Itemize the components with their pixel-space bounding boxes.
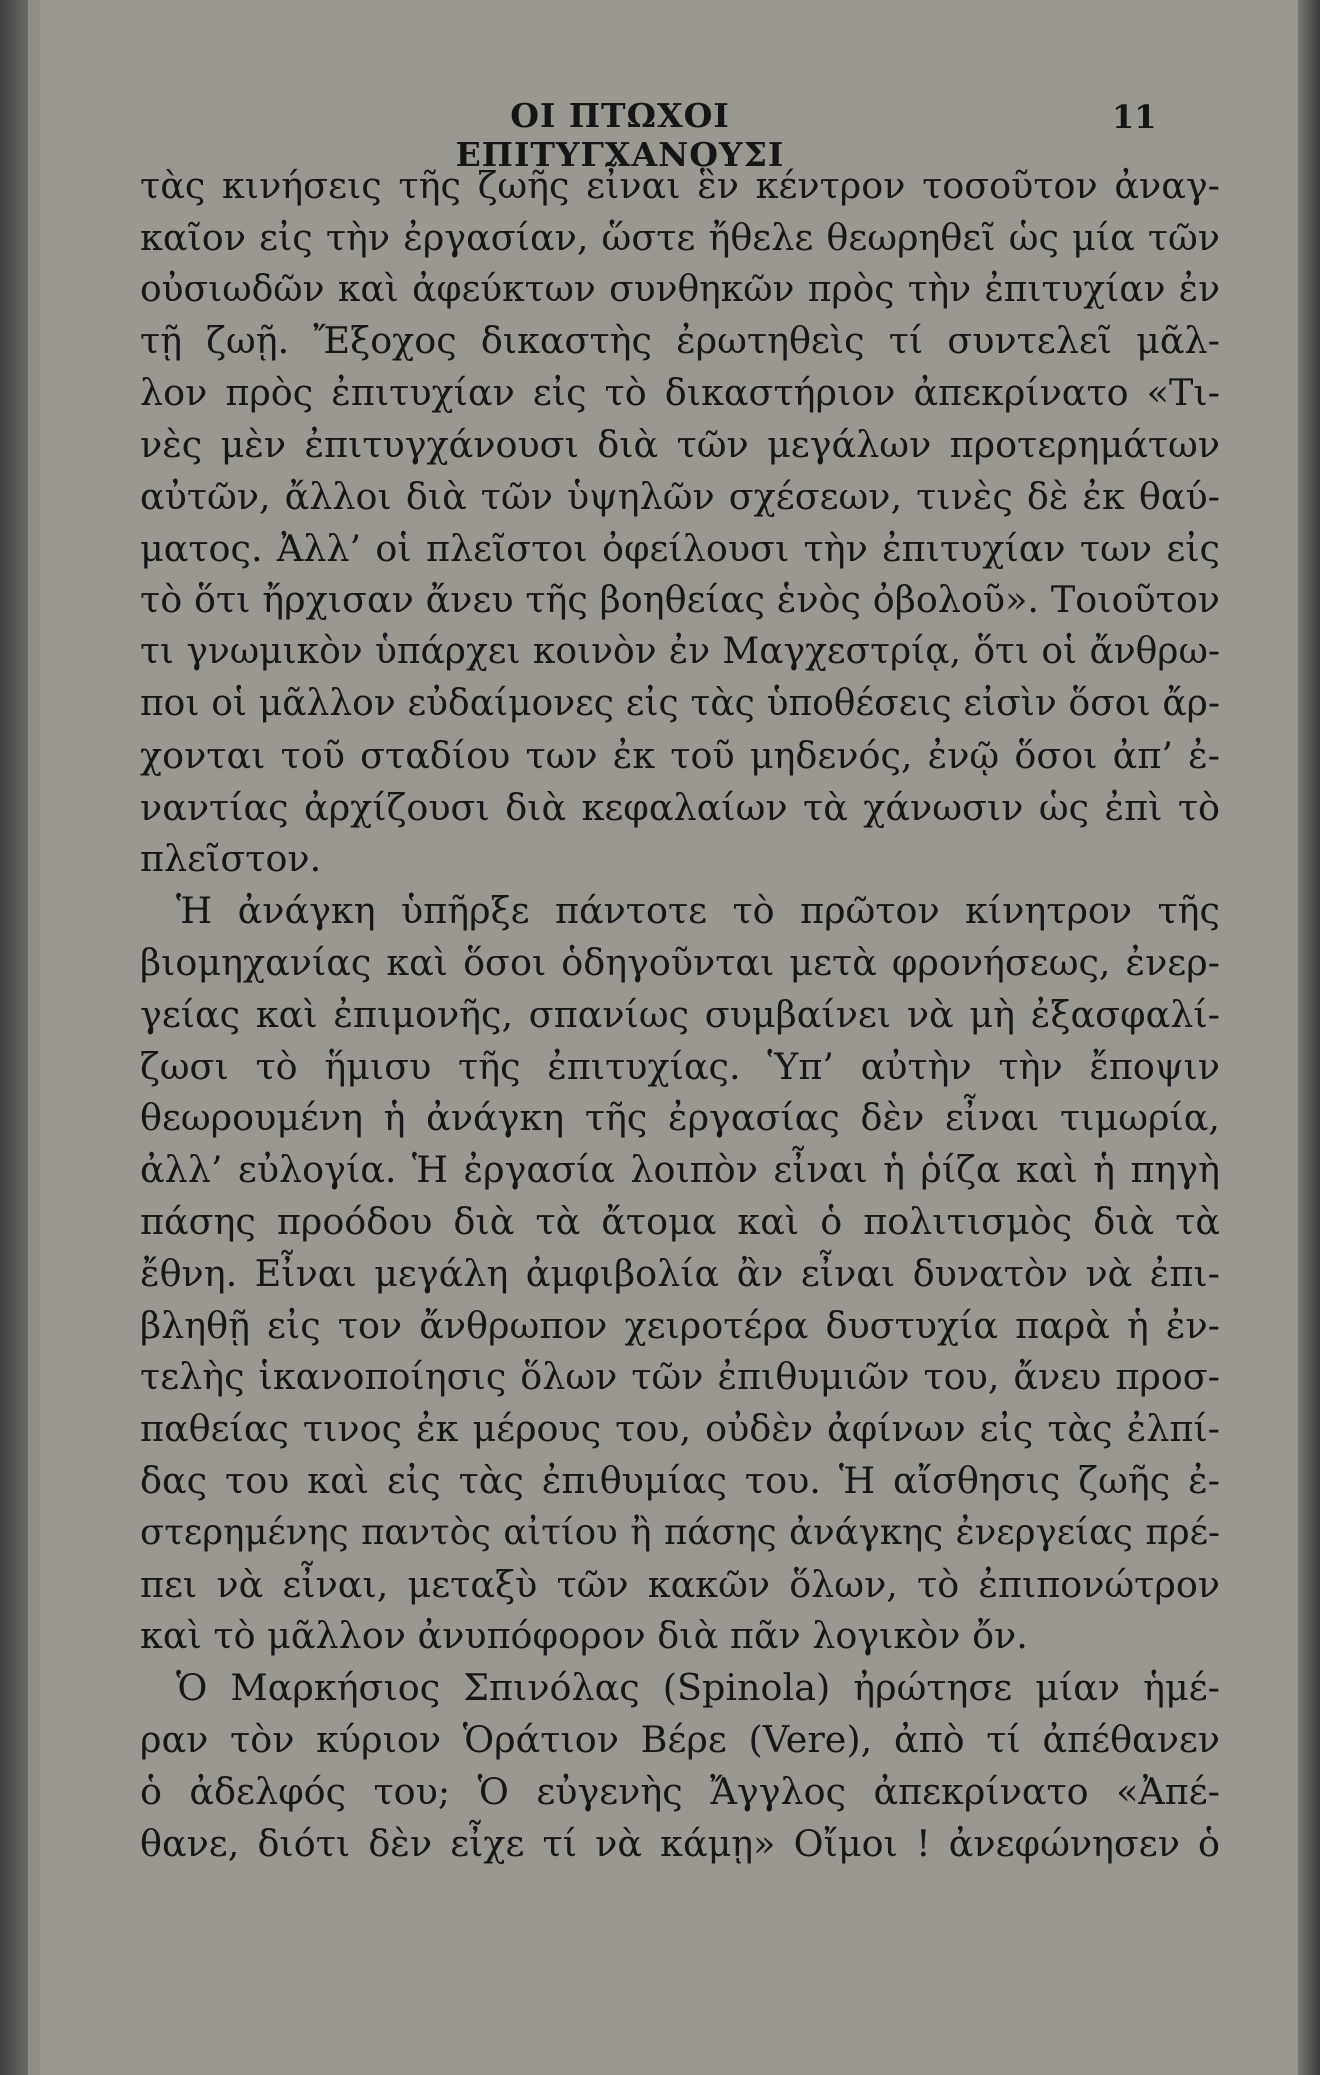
text-line: βληθῇ εἰς τον ἄνθρωπον χειροτέρα δυστυχία παρὰ ἡ ἐν- (140, 1303, 1220, 1347)
text-line: θεωρουμένη ἡ ἀνάγκη τῆς ἐργασίας δὲν εἶναι τιμωρία, (140, 1096, 1220, 1140)
text-line: χονται τοῦ σταδίου των ἐκ τοῦ μηδενός, ἐνῷ ὅσοι ἀπ’ ἐ- (140, 733, 1220, 777)
text-line: ἀλλ’ εὐλογία. Ἡ ἐργασία λοιπὸν εἶναι ἡ ῥίζα καὶ ἡ πηγὴ (140, 1148, 1220, 1192)
page-number: 11 (1112, 98, 1157, 136)
text-line: λον πρὸς ἐπιτυχίαν εἰς τὸ δικαστήριον ἀπεκρίνατο «Τι- (140, 371, 1220, 415)
text-line: ἔθνη. Εἶναι μεγάλη ἀμφιβολία ἂν εἶναι δυνατὸν νὰ ἐπι- (140, 1251, 1220, 1295)
text-line: ποι οἱ μᾶλλον εὐδαίμονες εἰς τὰς ὑποθέσεις εἰσὶν ὅσοι ἄρ- (140, 682, 1220, 724)
text-line: στερημένης παντὸς αἰτίου ἢ πάσης ἀνάγκης ἐνεργείας πρέ- (140, 1511, 1220, 1553)
running-head: ΟΙ ΠΤΩΧΟΙ ΕΠΙΤΥΓΧΑΝΟΥΣΙ (455, 96, 785, 174)
text-line: θανε, διότι δὲν εἶχε τί νὰ κάμῃ» Οἴμοι ! ἀνεφώνησεν ὁ (140, 1821, 1220, 1865)
left-page-edge (0, 0, 28, 2075)
text-line: ὁ ἀδελφός του; Ὁ εὐγενὴς Ἄγγλος ἀπεκρίνατο «Ἀπέ- (140, 1769, 1220, 1813)
paragraph-end-line: καὶ τὸ μᾶλλον ἀνυπόφορον διὰ πᾶν λογικὸν ὄν. (140, 1614, 1028, 1658)
text-line: ζωσι τὸ ἥμισυ τῆς ἐπιτυχίας. Ὑπ’ αὐτὴν τὴν ἔποψιν (140, 1044, 1220, 1088)
text-line: οὐσιωδῶν καὶ ἀφεύκτων συνθηκῶν πρὸς τὴν ἐπιτυχίαν ἐν (140, 268, 1220, 310)
text-line: τι γνωμικὸν ὑπάρχει κοινὸν ἐν Μαγχεστρίᾳ, ὅτι οἱ ἄνθρω- (140, 631, 1220, 673)
text-line: αὐτῶν, ἄλλοι διὰ τῶν ὑψηλῶν σχέσεων, τινὲς δὲ ἐκ θαύ- (140, 474, 1220, 518)
text-line: ραν τὸν κύριον Ὁράτιον Βέρε (Vere), ἀπὸ τί ἀπέθανεν (140, 1717, 1220, 1761)
text-line: καῖον εἰς τὴν ἐργασίαν, ὥστε ἤθελε θεωρηθεῖ ὡς μία τῶν (140, 215, 1220, 259)
text-line: δας του καὶ εἰς τὰς ἐπιθυμίας του. Ἡ αἴσθησις ζωῆς ἐ- (140, 1458, 1220, 1502)
text-line: ματος. Ἀλλ’ οἱ πλεῖστοι ὀφείλουσι τὴν ἐπιτυχίαν των εἰς (140, 526, 1220, 570)
paragraph-start-line: Ὁ Μαρκήσιος Σπινόλας (Spinola) ἠρώτησε μίαν ἡμέ- (176, 1666, 1220, 1710)
text-line: τὸ ὅτι ἤρχισαν ἄνευ τῆς βοηθείας ἑνὸς ὀβολοῦ». Τοιοῦτον (140, 578, 1220, 622)
body-text (140, 160, 1220, 1869)
text-line: παθείας τινος ἐκ μέρους του, οὐδὲν ἀφίνων εἰς τὰς ἐλπί- (140, 1407, 1220, 1451)
text-line: νὲς μὲν ἐπιτυγχάνουσι διὰ τῶν μεγάλων προτερημάτων (140, 422, 1220, 466)
text-line: ναντίας ἀρχίζουσι διὰ κεφαλαίων τὰ χάνωσιν ὡς ἐπὶ τὸ (140, 785, 1220, 829)
paragraph-end-line: πλεῖστον. (140, 837, 322, 881)
text-line: πει νὰ εἶναι, μεταξὺ τῶν κακῶν ὅλων, τὸ ἐπιπονώτρον (140, 1562, 1220, 1606)
text-line: πάσης προόδου διὰ τὰ ἄτομα καὶ ὁ πολιτισμὸς διὰ τὰ (140, 1199, 1220, 1243)
text-line: βιομηχανίας καὶ ὅσοι ὁδηγοῦνται μετὰ φρονήσεως, ἐνερ- (140, 940, 1220, 984)
text-line: γείας καὶ ἐπιμονῆς, σπανίως συμβαίνει νὰ μὴ ἐξασφαλί- (140, 992, 1220, 1036)
paragraph-start-line: Ἡ ἀνάγκη ὑπῆρξε πάντοτε τὸ πρῶτον κίνητρον τῆς (176, 889, 1220, 933)
right-page-edge (1298, 0, 1320, 2075)
book-page (40, 0, 1298, 2075)
text-line: τὰς κινήσεις τῆς ζωῆς εἶναι ἓν κέντρον τοσοῦτον ἀναγ- (140, 164, 1220, 207)
text-line: τελὴς ἱκανοποίησις ὅλων τῶν ἐπιθυμιῶν του, ἄνευ προσ- (140, 1355, 1220, 1399)
text-line: τῇ ζωῇ. Ἔξοχος δικαστὴς ἐρωτηθεὶς τί συντελεῖ μᾶλ- (140, 319, 1220, 363)
